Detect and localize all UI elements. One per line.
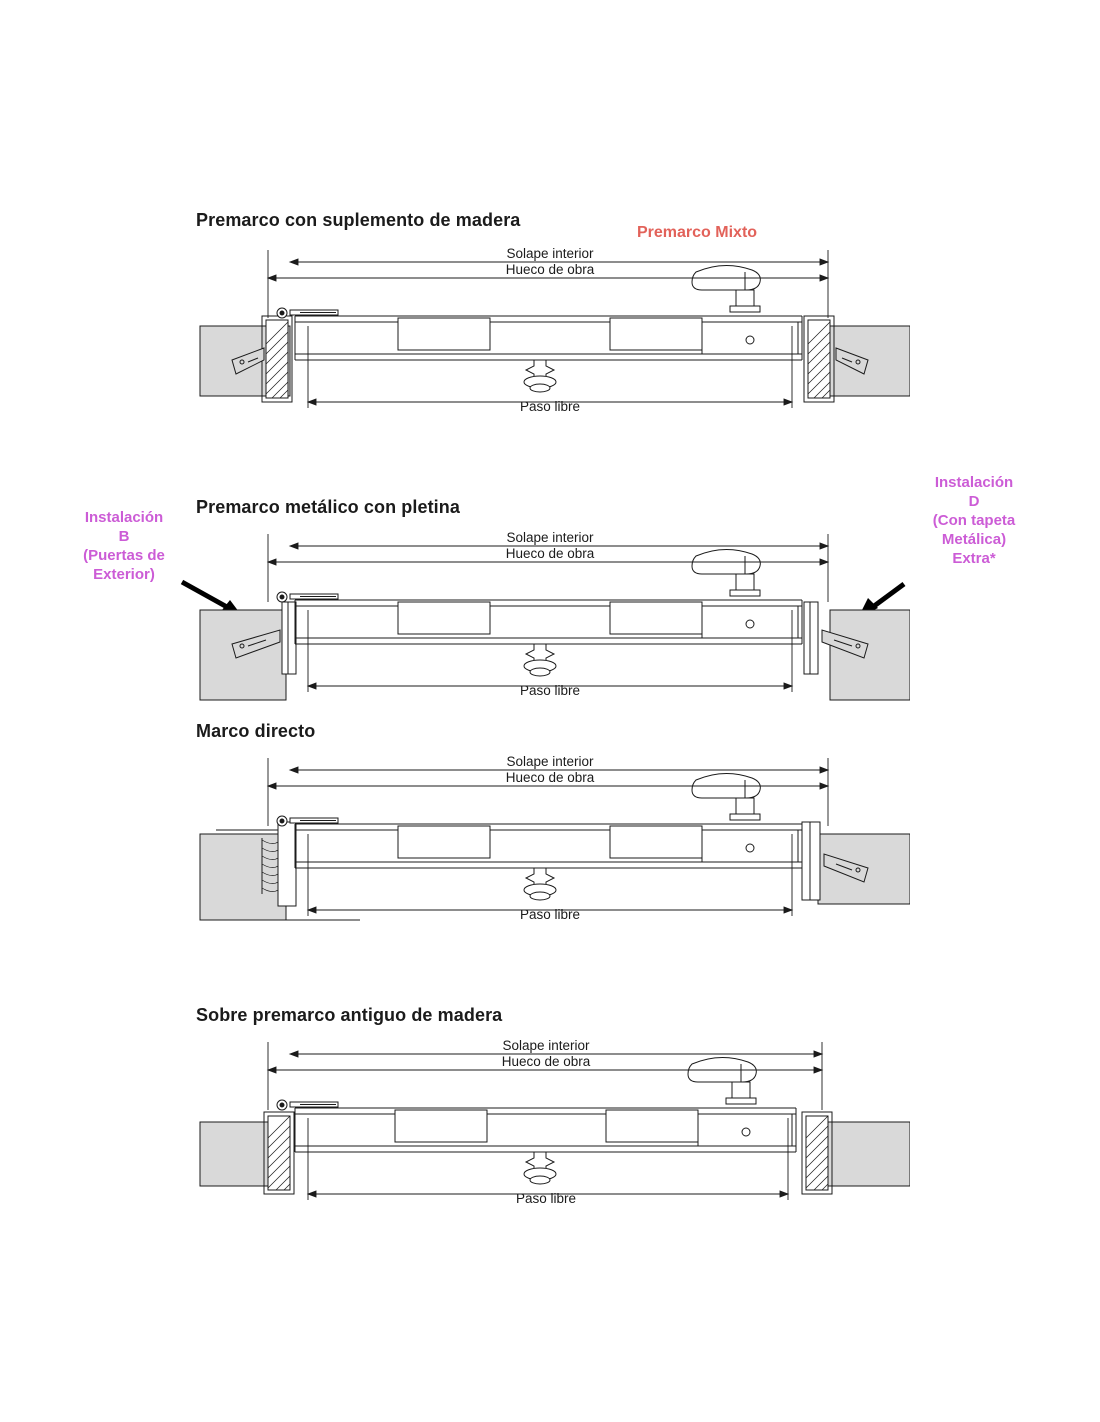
dim-label-hueco-de-obra-3: Hueco de obra xyxy=(505,770,595,785)
callout-instalacion-b-line-3: (Puertas de xyxy=(83,547,165,564)
dim-label-hueco-de-obra-1: Hueco de obra xyxy=(505,262,595,277)
diagram-sobre-premarco-antiguo-madera xyxy=(190,1028,910,1218)
callout-instalacion-d-line-2: D xyxy=(968,493,980,510)
callout-instalacion-b-line-1: Instalación xyxy=(84,509,164,526)
dim-label-solape-interior-1: Solape interior xyxy=(506,246,594,261)
section-title-sobre-premarco-antiguo-madera: Sobre premarco antiguo de madera xyxy=(196,1005,503,1025)
dim-label-hueco-de-obra-2: Hueco de obra xyxy=(505,546,595,561)
diagram-premarco-suplemento-madera xyxy=(190,236,910,426)
callout-instalacion-b-line-2: B xyxy=(118,528,130,545)
dim-label-paso-libre-4: Paso libre xyxy=(515,1191,577,1206)
callout-premarco-mixto: Premarco Mixto xyxy=(637,224,758,241)
callout-instalacion-d-line-3: (Con tapeta xyxy=(932,512,1016,529)
callout-instalacion-d-line-1: Instalación xyxy=(934,474,1014,491)
callout-instalacion-b-line-4: Exterior) xyxy=(93,566,155,583)
diagram-premarco-metalico-pletina xyxy=(190,520,910,710)
dim-label-solape-interior-3: Solape interior xyxy=(506,754,594,769)
dim-label-paso-libre-2: Paso libre xyxy=(519,683,581,698)
callout-instalacion-d xyxy=(900,473,1048,568)
callout-instalacion-d-line-5: Extra* xyxy=(952,550,996,567)
dim-label-solape-interior-4: Solape interior xyxy=(502,1038,590,1053)
dim-label-paso-libre-3: Paso libre xyxy=(519,907,581,922)
section-title-premarco-metalico-pletina: Premarco metálico con pletina xyxy=(196,497,460,517)
diagram-marco-directo xyxy=(190,744,910,934)
dim-label-solape-interior-2: Solape interior xyxy=(506,530,594,545)
dim-label-paso-libre-1: Paso libre xyxy=(519,399,581,414)
section-title-premarco-suplemento-madera: Premarco con suplemento de madera xyxy=(196,210,521,230)
dim-label-hueco-de-obra-4: Hueco de obra xyxy=(501,1054,591,1069)
section-title-marco-directo: Marco directo xyxy=(196,721,316,741)
callout-instalacion-d-line-4: Metálica) xyxy=(941,531,1007,548)
callout-instalacion-b xyxy=(58,508,190,584)
